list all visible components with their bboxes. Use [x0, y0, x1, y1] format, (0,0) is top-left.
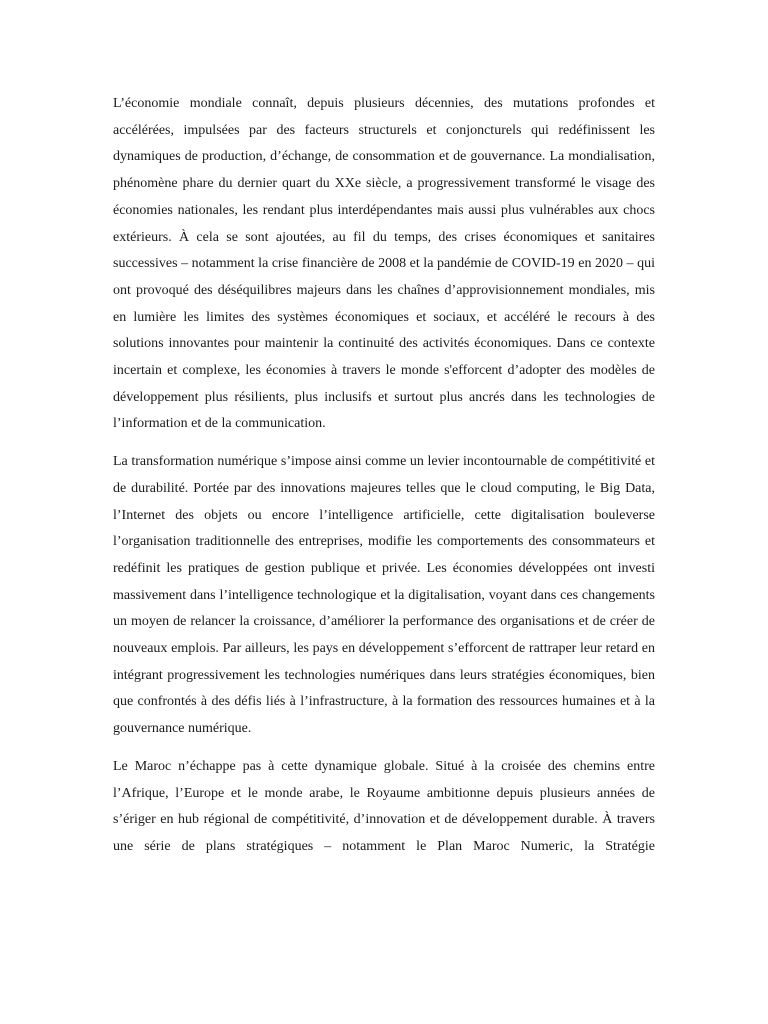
paragraph-global-economy: L’économie mondiale connaît, depuis plusieurs décennies, des mutations profondes et accélérées, impulsées par des facteurs structurels et conjoncturels qui redéfinissent les dynamiques de production, d’échange, de consommation et de gouvernance. La mondialisation, phénomène phare du dernier quart du XXe siècle, a progressivement transformé le visage des économies nationales, les rendant plus interdépendantes mais aussi plus vulnérables aux chocs extérieurs. À cela se sont ajoutées, au fil du temps, des crises économiques et sanitaires successives – notamment la crise financière de 2008 et la pandémie de COVID-19 en 2020 – qui ont provoqué des déséquilibres majeurs dans les chaînes d’approvisionnement mondiales, mis en lumière les limites des systèmes économiques et sociaux, et accéléré le recours à des solutions innovantes pour maintenir la continuité des activités économiques. Dans ce contexte incertain et complexe, les économies à travers le monde s'efforcent d’adopter des modèles de développement plus résilients, plus inclusifs et surtout plus ancrés dans les technologies de l’information et de la communication.: [113, 96, 655, 432]
document-page: [113, 91, 655, 872]
paragraph-morocco: Le Maroc n’échappe pas à cette dynamique globale. Situé à la croisée des chemins entre l’Afrique, l’Europe et le monde arabe, le Royaume ambitionne depuis plusieurs années de s’ériger en hub régional de compétitivité, d’innovation et de développement durable. À travers une série de plans stratégiques – notamment le Plan Maroc Numeric, la Stratégie: [113, 758, 655, 854]
paragraph-digital-transformation: La transformation numérique s’impose ainsi comme un levier incontournable de compétitivité et de durabilité. Portée par des innovations majeures telles que le cloud computing, le Big Data, l’Internet des objets ou encore l’intelligence artificielle, cette digitalisation bouleverse l’organisation traditionnelle des entreprises, modifie les comportements des consommateurs et redéfinit les pratiques de gestion publique et privée. Les économies développées ont investi massivement dans l’intelligence technologique et la digitalisation, voyant dans ces changements un moyen de relancer la croissance, d’améliorer la performance des organisations et de créer de nouveaux emplois. Par ailleurs, les pays en développement s’efforcent de rattraper leur retard en intégrant progressivement les technologies numériques dans leurs stratégies économiques, bien que confrontés à des défis liés à l’infrastructure, à la formation des ressources humaines et à la gouvernance numérique.: [113, 454, 655, 737]
